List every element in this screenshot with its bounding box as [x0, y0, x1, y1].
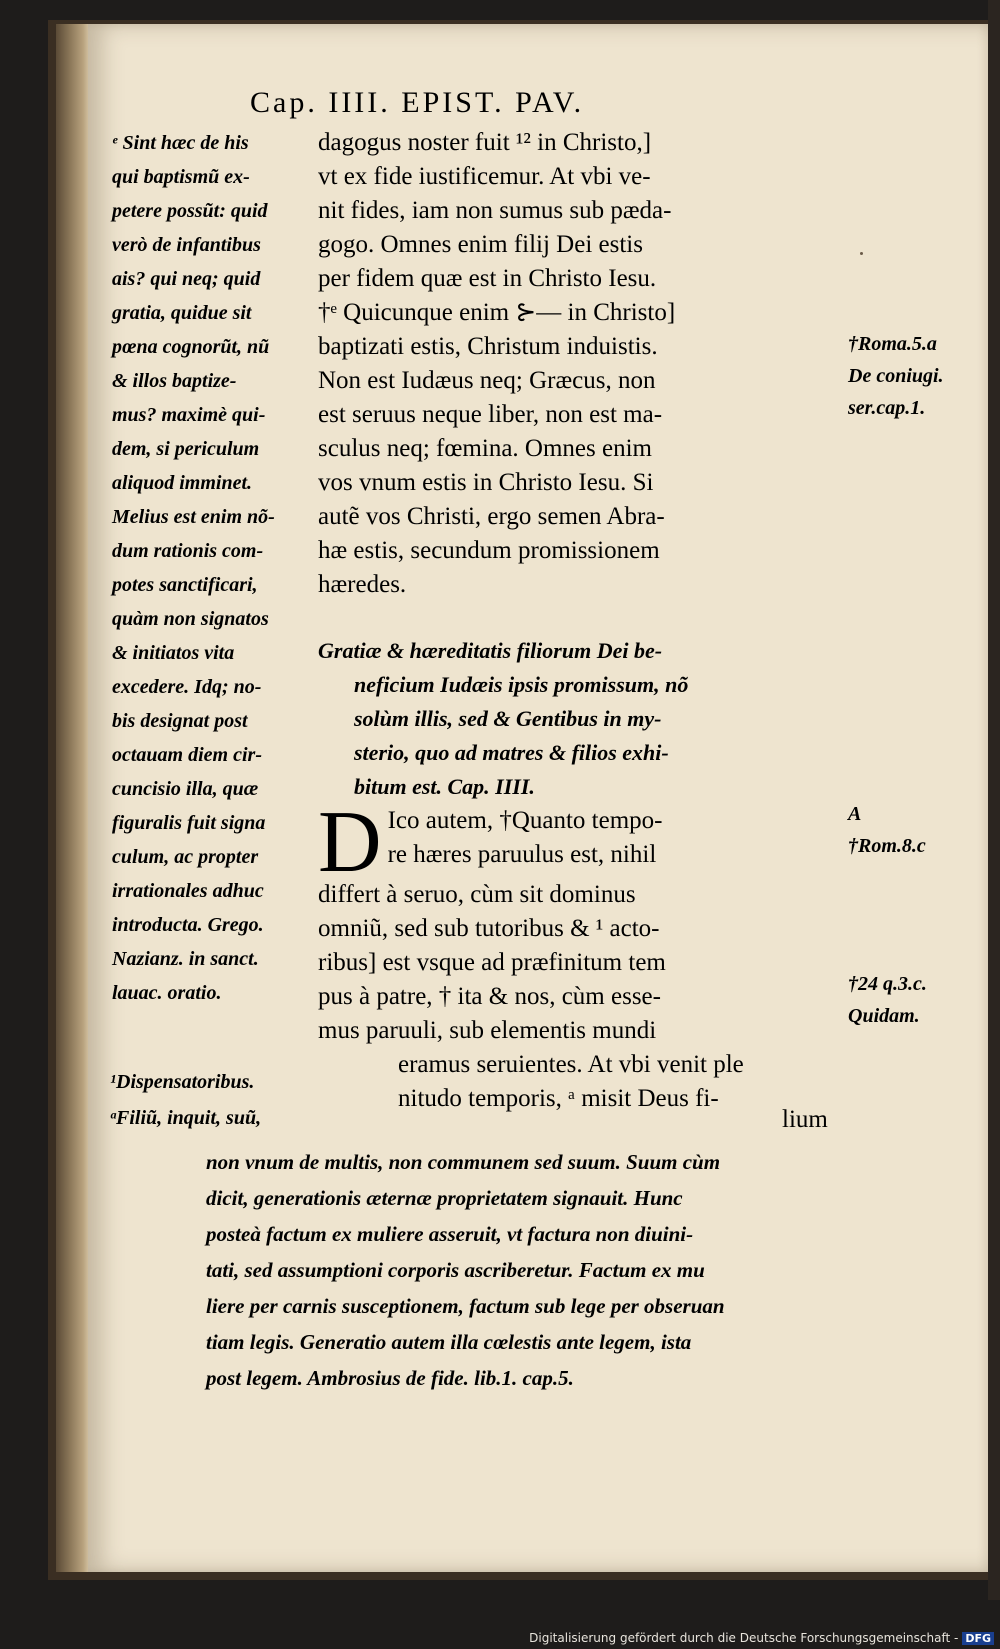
margin-line: irrationales adhuc: [112, 880, 264, 902]
margin-line: cuncisio illa, quæ: [112, 778, 259, 800]
text-line: sculus neq; fœmina. Omnes enim: [318, 435, 652, 462]
reference-line: De coniugi.: [848, 365, 944, 387]
text-line: mus paruuli, sub elementis mundi: [318, 1017, 657, 1044]
text-line: nitudo temporis, ᵃ misit Deus fi-: [398, 1085, 719, 1112]
margin-line: & initiatos vita: [112, 642, 235, 664]
margin-line: figuralis fuit signa: [112, 812, 266, 834]
reference-line: Quidam.: [848, 1005, 920, 1027]
credit-text: Digitalisierung gefördert durch die Deutsche Forschungsgemeinschaft -: [529, 1631, 959, 1645]
text-line: Ico autem, †Quanto tempo-: [387, 807, 663, 834]
ink-dot: [860, 252, 863, 255]
page-edge: [56, 24, 90, 1572]
summary-line: bitum est. Cap. IIII.: [354, 774, 535, 799]
text-line: nit fides, iam non sumus sub pæda-: [318, 197, 672, 224]
reference-line: †Roma.5.a: [848, 333, 937, 355]
margin-line: gratia, quidue sit: [112, 302, 252, 324]
chapter-summary: [318, 634, 838, 804]
text-line: gogo. Omnes enim filij Dei estis: [318, 231, 643, 258]
right-strip: [988, 0, 1000, 1600]
margin-line: Melius est enim nõ-: [112, 506, 275, 528]
margin-line: introducta. Grego.: [112, 914, 264, 936]
right-margin-reference-3: [848, 968, 968, 1032]
margin-line: ᵉ Sint hæc de his: [112, 132, 249, 154]
dfg-logo: DFG: [962, 1632, 994, 1645]
text-line: hæ estis, secundum promissionem: [318, 537, 660, 564]
text-line: vos vnum estis in Christo Iesu. Si: [318, 469, 654, 496]
margin-line: mus? maximè qui-: [112, 404, 266, 426]
margin-line: qui baptismũ ex-: [112, 166, 250, 188]
summary-line: solùm illis, sed & Gentibus in my-: [354, 706, 662, 731]
commentary-line: tiam legis. Generatio autem illa cœlestis ante legem, ista: [206, 1330, 692, 1354]
text-line: pus à patre, † ita & nos, cùm esse-: [318, 983, 661, 1010]
commentary-line: dicit, generationis æternæ proprietatem signauit. Hunc: [206, 1186, 683, 1210]
reference-line: ser.cap.1.: [848, 397, 926, 419]
bottom-commentary: [206, 1144, 846, 1396]
text-line: Non est Iudæus neq; Græcus, non: [318, 367, 656, 394]
footnote: ᵃFiliũ, inquit, suũ,: [110, 1107, 262, 1129]
text-line: omniũ, sed sub tutoribus & ¹ acto-: [318, 915, 660, 942]
left-margin-commentary: [112, 126, 322, 1010]
commentary-line: non vnum de multis, non communem sed suum. Suum cùm: [206, 1150, 721, 1174]
text-line: baptizati estis, Christum induistis.: [318, 333, 658, 360]
text-line: eramus seruientes. At vbi venit ple: [398, 1051, 744, 1078]
summary-line: sterio, quo ad matres & filios exhi-: [354, 740, 669, 765]
commentary-line: posteà factum ex muliere asseruit, vt factura non diuini-: [206, 1222, 694, 1246]
text-line: est seruus neque liber, non est ma-: [318, 401, 663, 428]
text-line: re hæres paruulus est, nihil: [387, 841, 657, 868]
margin-line: verò de infantibus: [112, 234, 261, 256]
margin-line: petere possũt: quid: [112, 200, 268, 222]
right-margin-reference-1: [848, 328, 968, 424]
footnotes: [110, 1064, 330, 1136]
catchword: lium: [782, 1106, 828, 1133]
text-line: †ᵉ Quicunque enim ⊱— in Christo]: [318, 299, 676, 326]
text-line: hæredes.: [318, 571, 407, 598]
margin-line: & illos baptize-: [112, 370, 237, 392]
margin-line: lauac. oratio.: [112, 982, 222, 1004]
reference-line: †24 q.3.c.: [848, 973, 927, 995]
margin-line: pœna cognorũt, nũ: [112, 336, 270, 358]
margin-line: ais? qui neq; quid: [112, 268, 261, 290]
margin-line: quàm non signatos: [112, 608, 269, 630]
text-line: vt ex fide iustificemur. At vbi ve-: [318, 163, 651, 190]
text-line: dagogus noster fuit ¹² in Christo,]: [318, 129, 652, 156]
margin-line: potes sanctificari,: [112, 574, 258, 596]
main-text-block: [318, 126, 848, 602]
commentary-line: post legem. Ambrosius de fide. lib.1. cap.5.: [206, 1366, 574, 1390]
margin-line: dem, si periculum: [112, 438, 260, 460]
drop-cap: D: [318, 794, 382, 891]
summary-line: Gratiæ & hæreditatis filiorum Dei be-: [318, 638, 663, 663]
digitization-credit: [529, 1631, 994, 1645]
running-header: Cap. IIII. EPIST. PAV.: [250, 86, 585, 119]
margin-line: excedere. Idq; no-: [112, 676, 262, 698]
footnote: ¹Dispensatoribus.: [110, 1071, 255, 1093]
commentary-line: liere per carnis susceptionem, factum sub lege per obseruan: [206, 1294, 725, 1318]
chapter-text: [318, 794, 848, 1116]
margin-line: bis designat post: [112, 710, 248, 732]
text-line: autẽ vos Christi, ergo semen Abra-: [318, 503, 665, 530]
text-line: ribus] est vsque ad præfinitum tem: [318, 949, 666, 976]
margin-line: octauam diem cir-: [112, 744, 262, 766]
margin-line: culum, ac propter: [112, 846, 259, 868]
margin-line: aliquod imminet.: [112, 472, 253, 494]
summary-line: neficium Iudæis ipsis promissum, nõ: [354, 672, 689, 697]
margin-line: Nazianz. in sanct.: [112, 948, 259, 970]
right-margin-reference-2: [848, 798, 968, 862]
margin-line: dum rationis com-: [112, 540, 264, 562]
text-line: per fidem quæ est in Christo Iesu.: [318, 265, 657, 292]
reference-line: A: [848, 803, 862, 825]
text-line: differt à seruo, cùm sit dominus: [318, 881, 636, 908]
reference-line: †Rom.8.c: [848, 835, 926, 857]
commentary-line: tati, sed assumptioni corporis ascriberetur. Factum ex mu: [206, 1258, 705, 1282]
